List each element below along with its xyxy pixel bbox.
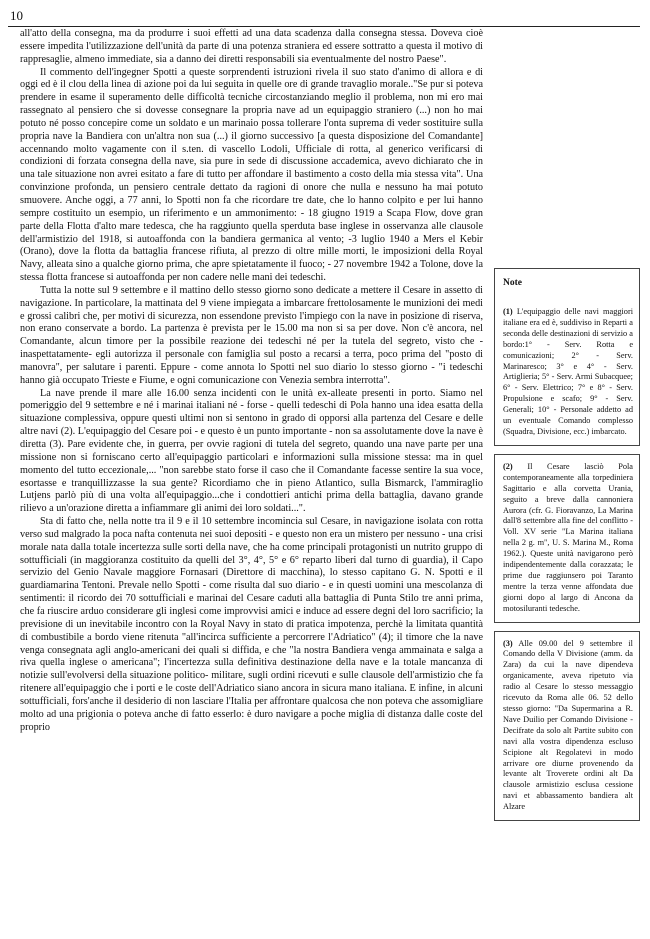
note-text: Il Cesare lasciò Pola contemporaneamente alla torpediniera Sagittario e alla corvetta Urania, seguito a breve dalla cannoniera Aurora (cfr. G. Fioravanzo, La Marina dall'8 settembre alla fine del conflitto - Voll. XV serie "La Marina italiana nella 2 g. m", U. S. Marina M., Roma 1962.). Queste unità navigarono però indipendentemente dalla corazzata; le prime due raggiunsero poi Taranto mentre la terza venne affondata due giorni dopo al largo di Ancona da motosiluranti tedesche. [503,461,633,613]
note-item [494,631,640,822]
paragraph: Tutta la notte sul 9 settembre e il mattino dello stesso giorno sono dedicate a mettere il Cesare in assetto di navigazione. In particolare, la mattinata del 9 viene impiegata a imbarcare frettolosamente le munizioni dei medi e grossi calibri che, per motivi di sicurezza, non essendone previsto l'impiego con la nave in posizione di riserva, non erano conservate a bordo. La partenza è prevista per le 15.00 ma non si sa per dove. Non c'è ancora, nel Comandante, alcun timore per la possibile reazione dei tedeschi né per la tutela del segreto, visto che - inaspettatamente- egli autorizza il personale con famiglia sul posto a recarsi a terra, poco prima del "posto di manovra", per salutare i parenti. Eppure - come annota lo Spotti nel suo diario lo stesso giorno - "i tedeschi hanno già occupato Trieste e Fiume, e ogni comunicazione con Venezia sembra interrotta". [20,284,483,386]
note-text: Alle 09.00 del 9 settembre il Comando della V Divisione (amm. da Zara) da cui la nave dipendeva organicamente, aveva ripetuto via radio al Cesare lo stesso messaggio ricevuto da Roma alle 06. 52 dello stesso giorno: "Da Supermarina a R. Nave Duilio per Comando Divisione - Decifrate da solo alt Partite subito con navi alla vostra dipendenza escluso Scipione alt Regolatevi in modo arrivare ore diurne provenendo da levante alt Troverete ordini alt Da clausole armistizio esclusa cessione navi et abbassamento bandiera alt Alzare [503,638,633,812]
note-label: (2) [503,461,513,471]
paragraph: all'atto della consegna, ma da produrre i suoi effetti ad una data scadenza dalla consegna stessa. Doveva cioè essere impedita l'utilizzazione dell'unità da parte di una potenza straniera ed essere sottratto a questa il motivo di rappresaglie, almeno immediate, sia a danno dei diretti responsabili sia eventualmente del nostro Paese". [20,28,483,65]
paragraph: Sta di fatto che, nella notte tra il 9 e il 10 settembre incomincia sul Cesare, in navigazione isolata con rotta verso sud malgrado la poca nafta contenuta nei suoi depositi - e questo non era un mistero per nessuno - una crisi morale nata dalla totale incertezza sulle sorti della nave, che ha come principali protagonisti un nutrito gruppo di sottufficiali (in maggioranza costituito da quelli del 3°, 4°, 5° e 6° reparto liberi dal turno di guardia), il Capo servizio del Genio Navale maggiore Fornasari (Direttore di macchina), lo stesso capitano G. N. Spotti e il guardiamarina Tentoni. Prevale nello Spotti - come risulta dal suo diario - e in questi uomini una mescolanza di sentimenti: il ricordo dei 70 sottufficiali e marinai del Cesare caduti alla battaglia di Punta Stilo tre anni prima, che fa riuscire arduo considerare gli inglesi come improvvisi amici e induce ad essere degni del loro sacrificio; la previsione di un inevitabile incontro con la Royal Navy in stato di pratica impotenza, perchè la limitata quantità di combustibile a bordo viene ritenuta "all'incirca sufficiente a percorrere l'Adriatico" (4); il timore che la nave venga consegnata agli anglo-americani dei quali si diffida, e che "la nostra Bandiera venga ammainata e salga a riva quella inglese o americana"; l'incertezza sulla definitiva destinazione della nave e la totale mancanza di notizie sull'evolversi della situazione politico- militare, sugli ordini ricevuti e sulle clausole dell'armistizio che fa ritenere all'equipaggio che i porti e le coste dell'Adriatico siano ancora in sicura mano italiana. E infine, in alcuni sottufficiali, fors'anche il desiderio di non lasciare l'Italia per affrontare qualcosa che non poteva che assomigliare molto ad una prigionia o poteva anche di fatto esserlo: è duro navigare a poche miglia di distanza dalle coste del proprio [20,516,483,733]
note-label: (3) [503,638,513,648]
note-item [494,454,640,623]
paragraph: La nave prende il mare alle 16.00 senza incidenti con le unità ex-alleate presenti in porto. Siamo nel pomeriggio del 9 settembre e né i marinai italiani né - forse - quelli tedeschi di Pola hanno una idea esatta della situazione complessiva, oppure questi ultimi non si sentono in grado di opporsi alla partenza del Cesare e delle altre navi (2). L'equipaggio del Cesare poi - e questo è un punto importante - non sa assolutamente dove la nave è diretta (3). Pare evidente che, in guerra, per ovvie ragioni di tutela del segreto, quando una nave parte per una missione non si forniscano certo all'equipaggio particolari e informazioni sulla missione stessa: ma in quel momento del tutto eccezionale,... "non sarebbe stato forse il caso che il Comandante facesse sentire la sua voce, esortasse e tranquillizzasse la sua gente? Ricordiamo che in pieno Atlantico, sulla Bismarck, l'ammiraglio Lutjens parlò più di una volta all'equipaggio...che i condottieri antichi prima della battaglia, davano grande rilievo a un'orazione diretta a infiammare gli animi dei loro soldati...". [20,387,483,515]
main-text-column [20,28,483,734]
page-number: 10 [10,8,23,23]
note-label: (1) [503,307,513,316]
note-text: L'equipaggio delle navi maggiori italiane era ed è, suddiviso in Reparti a seconda delle destinazioni di servizio a bordo:1° - Serv. Rotta e comunicazioni; 2° - Serv. Marinaresco; 3° e 4° - Serv. Artiglieria; 5° - Serv. Armi Subacquee; 6° - Serv. Elettrico; 7° e 8° - Serv. Propulsione e scafo; 9° - Serv. Generali; 10° - Personale addetto ad un eventuale Comando complesso (Squadra, Divisione, ecc.) imbarcato. [503,307,634,436]
paragraph: Il commento dell'ingegner Spotti a queste sorprendenti istruzioni rivela il suo stato d'animo di allora e di oggi ed è il clou della linea di azione poi da lui seguita in quelle ore di grande travaglio morale.."Se pur si poteva prendere in esame il superamento delle difficoltà tecniche circostanziando meglio il problema, non mi ero mai rassegnato al pensiero che si dovesse consegnare la propria nave ad un equipaggio straniero (...) non ho mai potuto né posso concepire come un soldato e un marinaio possa tollerare l'onta suprema di veder sostituire sulla propria nave la Bandiera con un'altra non sua (...) il giorno successivo [a questa disposizione del Comandante] accennando molto vagamente con il s.ten. di vascello Lodoli, Ufficiale di rotta, al generico verificarsi di condizioni di forzata consegna della nave, sia pure in sede di discussione accademica, avevo dichiarato che in una tale situazione non avrei esitato a fare di tutto per affondare il bastimento a costo della mia stessa vita". Una convinzione profonda, un pensiero centrale dettato da ragioni di onore che nulla e nessuno ha mai potuto smuovere. Anche oggi, a 77 anni, lo Spotti non fa che ricordare tre date, che lo hanno colpito e per lui hanno sempre costituito un esempio, un riferimento e un ammonimento: - 18 giugno 1919 a Scapa Flow, dove gran parte della Flotta d'alto mare tedesca, che ha raggiunto quella sperduta base inglese in osservanza alle clausole dell'armistizio del 1918, si autoaffonda con la bandiera germanica al vento; -3 luglio 1940 a Mers el Kebir (Orano), dove la flotta da battaglia francese rifiuta, al prezzo di oltre mille morti, le imposizioni della Royal Navy, alleata sino a qualche giorno prima, che apre spietatamente il fuoco; - 27 novembre 1942 a Tolone, dove la stessa flotta francese si autoaffonda per non cadere nelle mani dei tedeschi. [20,66,483,284]
notes-sidebar [494,268,640,829]
note-item [494,300,640,446]
notes-header: Note [494,268,640,300]
header-rule [8,26,640,27]
